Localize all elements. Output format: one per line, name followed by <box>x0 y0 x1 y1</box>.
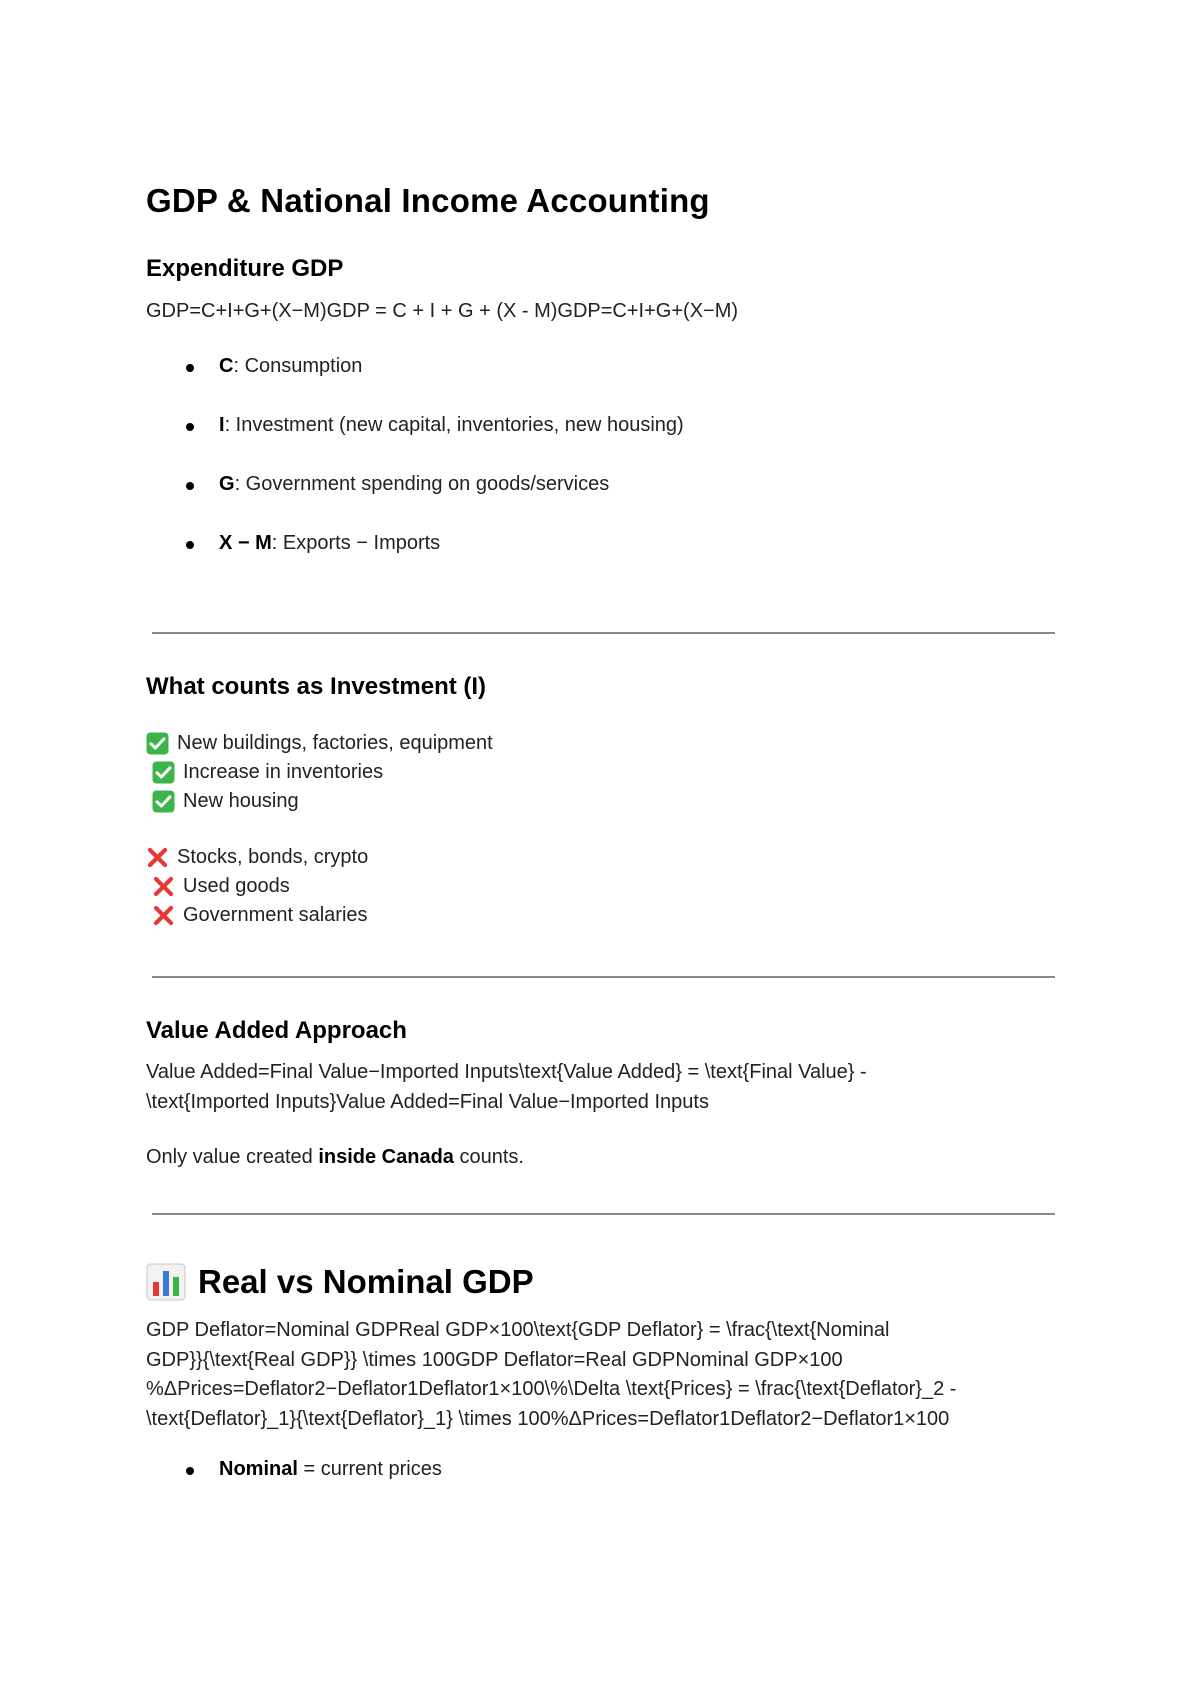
note-emphasis: inside Canada <box>318 1146 454 1168</box>
note-text: counts. <box>453 1146 524 1168</box>
formula-line: \text{Deflator}_1}{\text{Deflator}_1} \times 100%ΔPrices=Deflator1Deflator2−Deflator1×100 <box>146 1407 950 1430</box>
note-text: Only value created <box>146 1146 319 1168</box>
list-item <box>146 843 368 872</box>
description: : Government spending on goods/services <box>234 473 610 495</box>
item-text: Used goods <box>183 875 290 897</box>
formula-line: Value Added=Final Value−Imported Inputs\text{Value Added} = \text{Final Value} - <box>146 1061 867 1083</box>
term: Nominal <box>219 1458 298 1480</box>
cross-mark-icon <box>146 846 169 869</box>
check-mark-icon <box>152 790 175 813</box>
formula-line: \text{Imported Inputs}Value Added=Final Value−Imported Inputs <box>146 1090 709 1113</box>
horizontal-rule <box>152 1213 1055 1215</box>
term: C <box>219 355 234 377</box>
list-item <box>146 729 493 758</box>
bullet-icon <box>186 423 194 431</box>
bullet-icon <box>186 364 194 372</box>
list-item <box>146 758 493 787</box>
cross-mark-icon <box>152 875 175 898</box>
bar-chart-icon <box>146 1262 186 1302</box>
list-item <box>146 352 684 381</box>
bullet-icon <box>186 541 194 549</box>
horizontal-rule <box>152 976 1055 978</box>
term: G <box>219 473 235 495</box>
formula-line: GDP}}{\text{Real GDP}} \times 100GDP Deflator=Real GDPNominal GDP×100 <box>146 1348 843 1371</box>
description: : Consumption <box>233 355 363 377</box>
value-added-note <box>146 1143 524 1173</box>
not-counts-list <box>146 843 368 930</box>
bullet-icon <box>186 1467 194 1475</box>
page-title: GDP & National Income Accounting <box>146 182 710 219</box>
list-item <box>146 411 684 440</box>
item-text: New housing <box>183 790 299 812</box>
description: = current prices <box>297 1458 442 1480</box>
item-text: New buildings, factories, equipment <box>177 732 493 754</box>
check-mark-icon <box>146 732 169 755</box>
list-item <box>146 901 368 930</box>
list-item <box>146 529 684 558</box>
term: I <box>219 414 225 436</box>
real-nominal-formulas <box>146 1316 956 1434</box>
expenditure-heading: Expenditure GDP <box>146 255 344 282</box>
real-nominal-heading <box>146 1262 534 1302</box>
list-item <box>146 470 684 499</box>
list-item <box>146 787 493 816</box>
term: X − M <box>219 532 272 554</box>
item-text: Government salaries <box>183 904 368 926</box>
item-text: Stocks, bonds, crypto <box>177 846 369 868</box>
value-added-formula <box>146 1058 867 1117</box>
bullet-icon <box>186 482 194 490</box>
check-mark-icon <box>152 761 175 784</box>
value-added-heading: Value Added Approach <box>146 1017 407 1044</box>
list-item <box>146 1455 442 1484</box>
formula-line: %ΔPrices=Deflator2−Deflator1Deflator1×100\%\Delta \text{Prices} = \frac{\text{Deflator}_2 - <box>146 1378 957 1400</box>
formula-line: GDP Deflator=Nominal GDPReal GDP×100\text{GDP Deflator} = \frac{\text{Nominal <box>146 1319 890 1341</box>
real-nominal-list <box>146 1455 442 1484</box>
expenditure-list <box>146 352 684 558</box>
counts-list <box>146 729 493 816</box>
description: : Exports − Imports <box>271 532 441 554</box>
heading-text: Real vs Nominal GDP <box>198 1263 534 1300</box>
cross-mark-icon <box>152 904 175 927</box>
description: : Investment (new capital, inventories, new housing) <box>224 414 684 436</box>
investment-heading: What counts as Investment (I) <box>146 673 487 700</box>
item-text: Increase in inventories <box>183 761 384 783</box>
horizontal-rule <box>152 632 1055 634</box>
list-item <box>146 872 368 901</box>
expenditure-formula: GDP=C+I+G+(X−M)GDP = C + I + G + (X - M)GDP=C+I+G+(X−M) <box>146 300 739 322</box>
